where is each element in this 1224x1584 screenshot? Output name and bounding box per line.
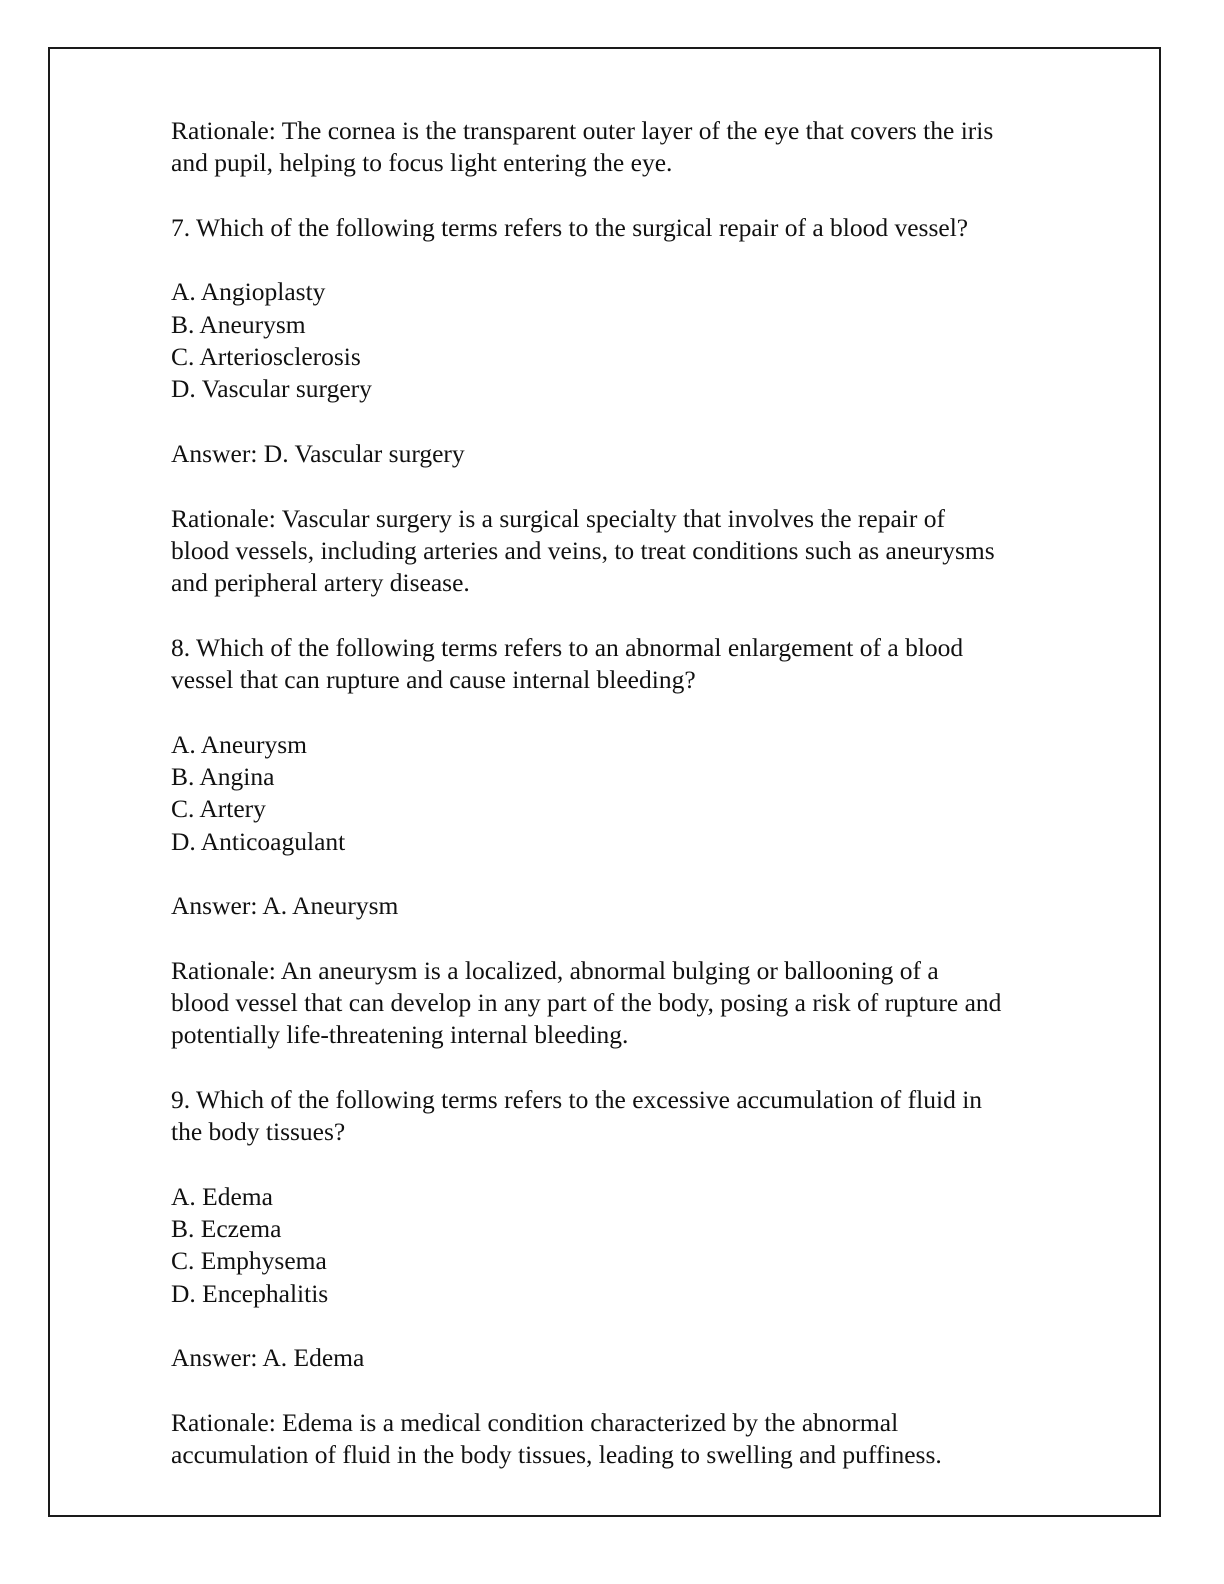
document-body <box>171 115 1091 1504</box>
text-line: Rationale: An aneurysm is a localized, abnormal bulging or ballooning of a <box>171 955 939 985</box>
rationale-q9 <box>171 1407 1091 1472</box>
option-b: B. Aneurysm <box>171 309 306 339</box>
option-c: C. Arteriosclerosis <box>171 342 361 372</box>
text-line: Rationale: The cornea is the transparent outer layer of the eye that covers the iris <box>171 116 994 145</box>
text-line: Rationale: Vascular surgery is a surgical specialty that involves the repair of <box>171 503 945 533</box>
option-a: A. Aneurysm <box>171 729 307 759</box>
question-8 <box>171 632 1091 697</box>
rationale-q8 <box>171 955 1091 1052</box>
text-line: blood vessels, including arteries and veins, to treat conditions such as aneurysms <box>171 535 995 565</box>
option-d: D. Encephalitis <box>171 1278 329 1308</box>
question-text: 8. Which of the following terms refers to an abnormal enlargement of a blood <box>171 632 964 662</box>
question-text: vessel that can rupture and cause internal bleeding? <box>171 665 696 695</box>
rationale-q7 <box>171 503 1091 600</box>
text-line: and peripheral artery disease. <box>171 568 470 598</box>
answer-q8 <box>171 890 1091 922</box>
text-line: potentially life-threatening internal bleeding. <box>171 1020 629 1050</box>
text-line: Rationale: Edema is a medical condition characterized by the abnormal <box>171 1407 899 1437</box>
question-text: the body tissues? <box>171 1117 346 1147</box>
options-q9 <box>171 1181 1091 1310</box>
answer-text: Answer: D. Vascular surgery <box>171 438 465 468</box>
question-9 <box>171 1084 1091 1149</box>
option-c: C. Artery <box>171 794 266 824</box>
option-b: B. Eczema <box>171 1214 282 1244</box>
answer-q9 <box>171 1342 1091 1374</box>
options-q7 <box>171 276 1091 405</box>
question-text: 9. Which of the following terms refers to the excessive accumulation of fluid in <box>171 1084 983 1114</box>
text-line: and pupil, helping to focus light entering the eye. <box>171 148 673 178</box>
question-7 <box>171 212 1091 244</box>
text-line: blood vessel that can develop in any part of the body, posing a risk of rupture and <box>171 988 1002 1018</box>
option-d: D. Anticoagulant <box>171 826 346 856</box>
text-line: accumulation of fluid in the body tissues, leading to swelling and puffiness. <box>171 1440 942 1470</box>
option-c: C. Emphysema <box>171 1246 327 1276</box>
question-text: 7. Which of the following terms refers to the surgical repair of a blood vessel? <box>171 212 969 242</box>
option-a: A. Edema <box>171 1181 273 1211</box>
rationale-q6 <box>171 115 1091 180</box>
option-b: B. Angina <box>171 761 275 791</box>
options-q8 <box>171 729 1091 858</box>
answer-q7 <box>171 438 1091 470</box>
option-a: A. Angioplasty <box>171 277 326 307</box>
answer-text: Answer: A. Aneurysm <box>171 891 399 921</box>
answer-text: Answer: A. Edema <box>171 1343 365 1373</box>
option-d: D. Vascular surgery <box>171 374 372 404</box>
